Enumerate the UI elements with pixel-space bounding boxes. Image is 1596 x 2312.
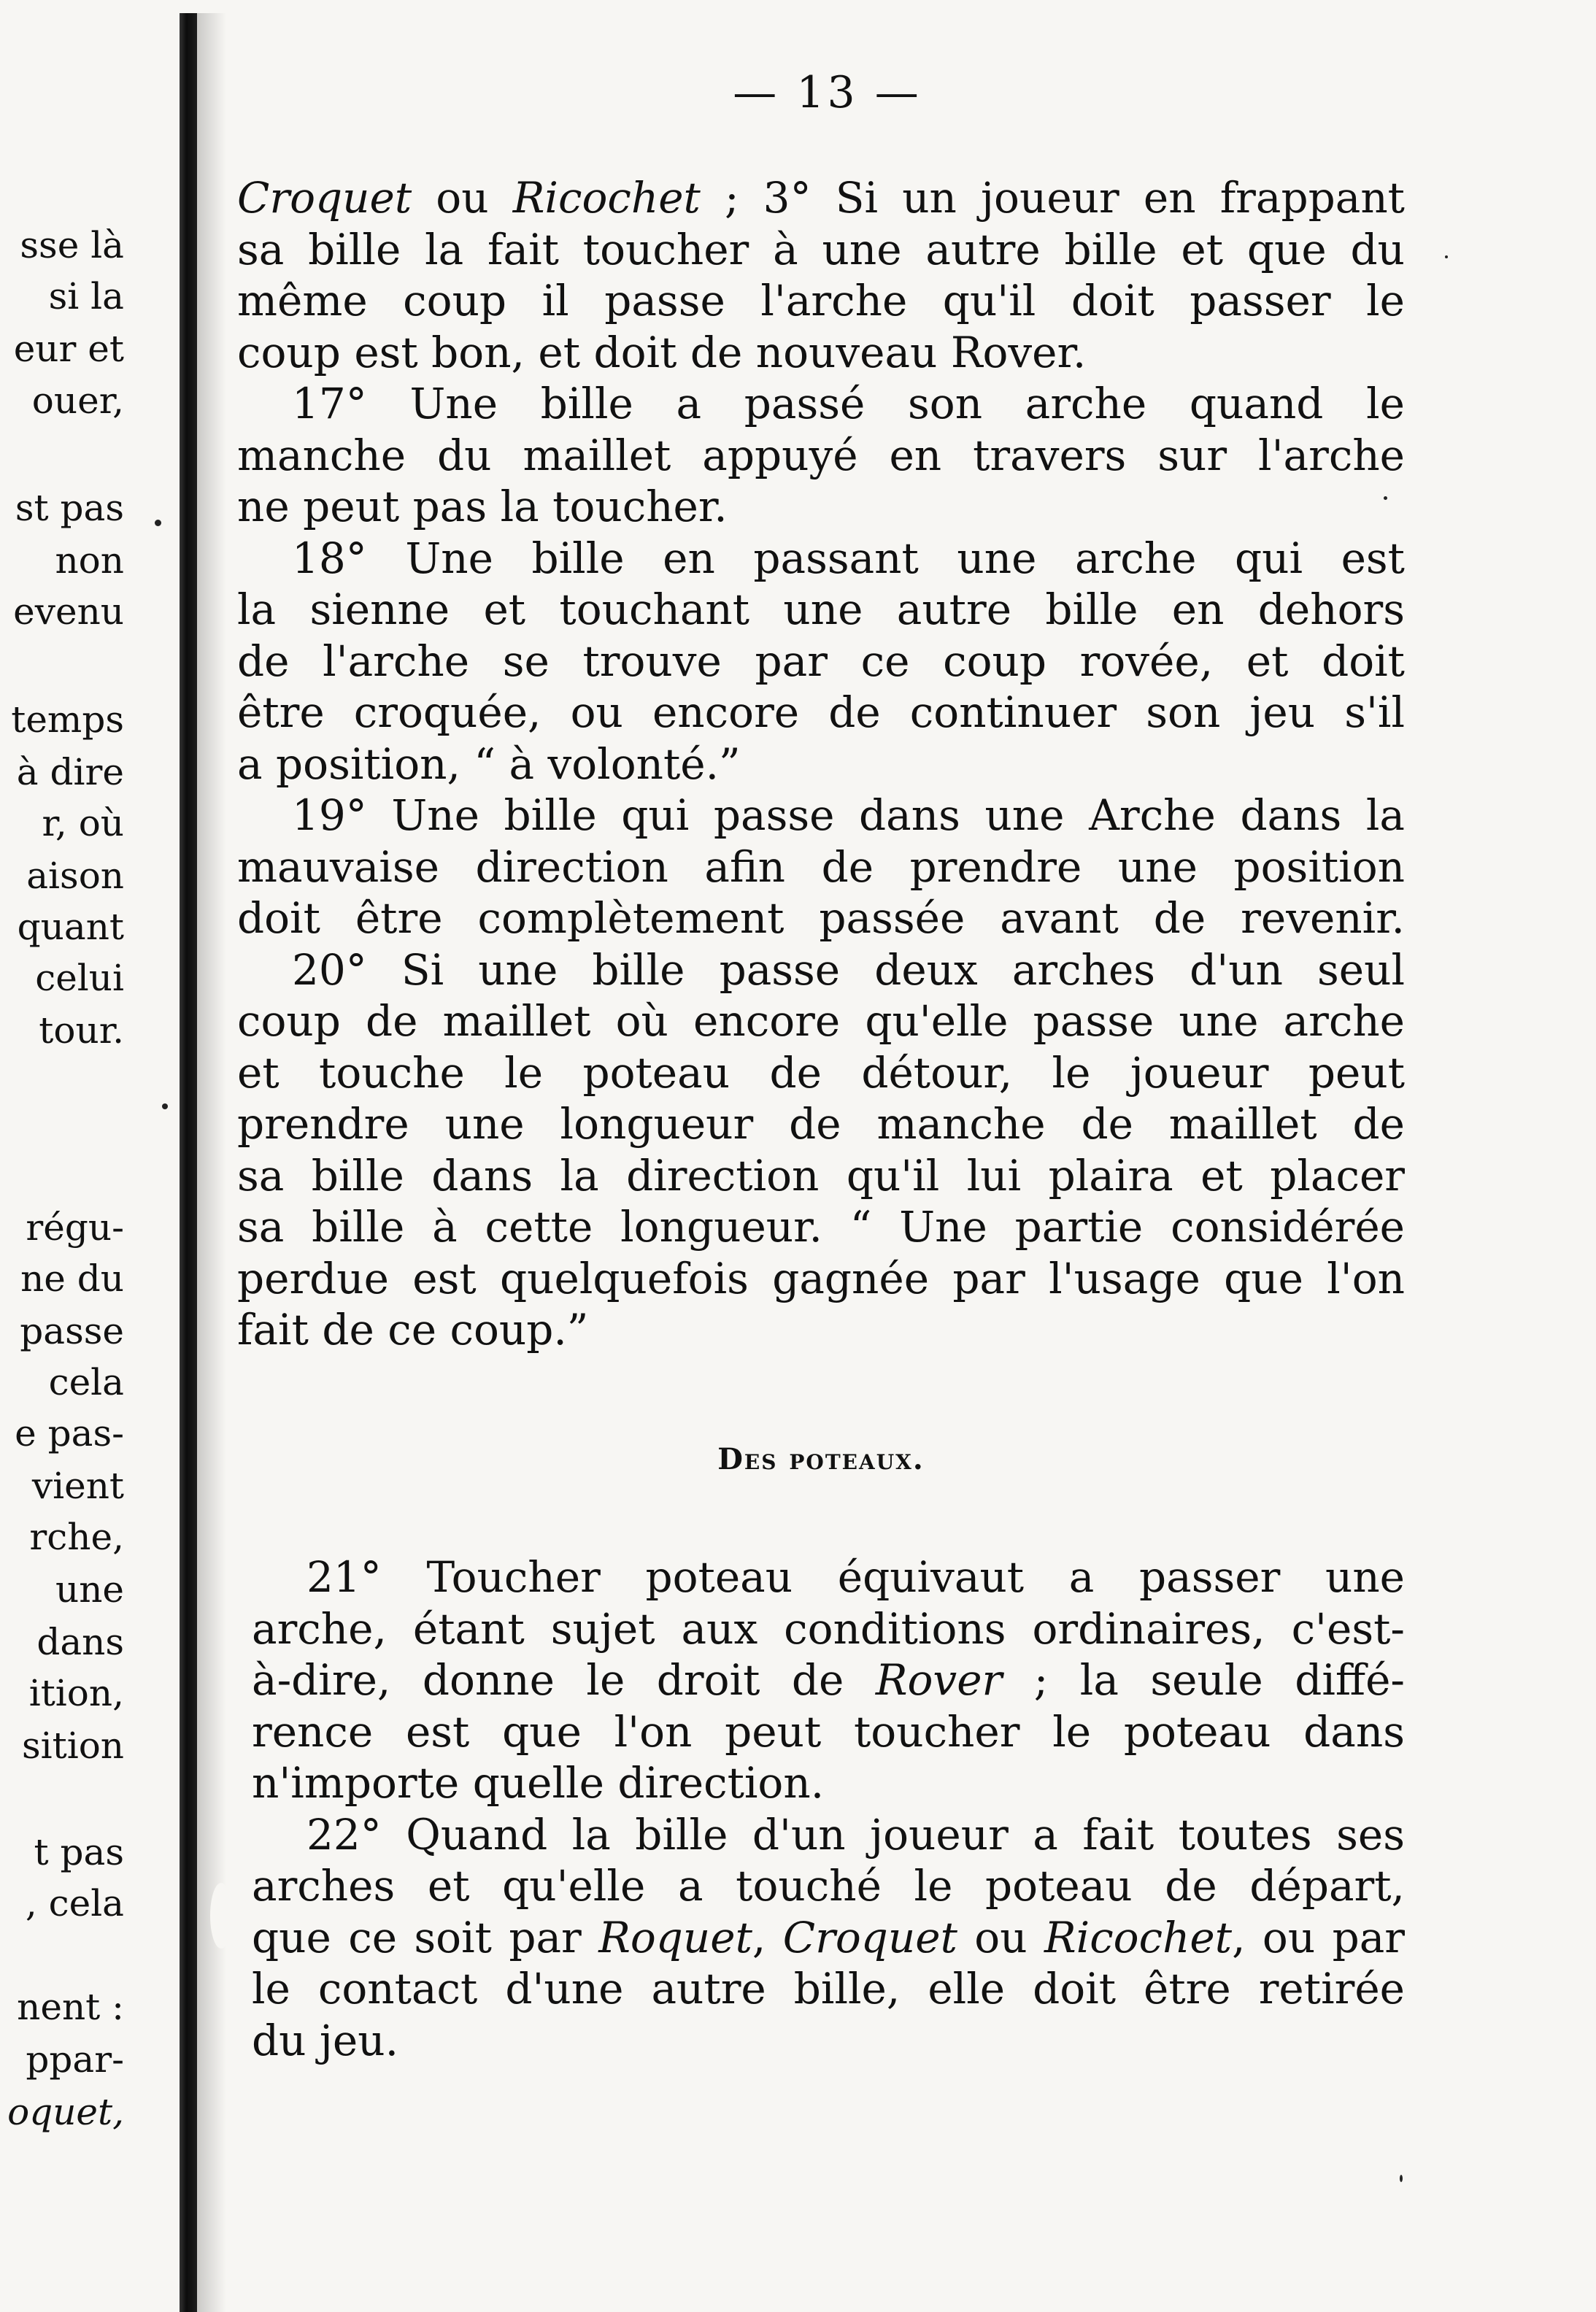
text-line	[292, 378, 1405, 429]
italic-term: Rover	[875, 1655, 1003, 1705]
previous-page-line: nent :	[17, 1986, 124, 2028]
text-line-section2	[307, 1552, 1405, 1603]
speck	[155, 520, 161, 526]
text-line	[237, 327, 1086, 378]
text-segment: manche du maillet appuyé en travers sur l'arche	[237, 430, 1405, 480]
italic-term: Croquet	[237, 173, 412, 223]
previous-page-line: e pas-	[15, 1412, 124, 1454]
previous-page-fragment	[0, 0, 175, 2312]
previous-page-line: t pas	[34, 1831, 124, 1873]
text-segment: sa bille à cette longueur. “ Une partie considérée	[237, 1202, 1405, 1252]
previous-page-line: , cela	[25, 1882, 124, 1924]
text-line	[237, 1098, 1405, 1149]
text-line	[237, 739, 741, 790]
text-line	[292, 533, 1405, 584]
text-segment: à-dire, donne le droit de	[252, 1655, 876, 1705]
text-segment: la sienne et touchant une autre bille en dehors	[237, 585, 1405, 634]
text-line-section2	[252, 1963, 1405, 2014]
text-segment: ne peut pas la toucher.	[237, 482, 728, 531]
previous-page-line: sse là	[20, 224, 124, 266]
text-line-section2	[252, 1654, 1405, 1706]
section-heading: Des poteaux.	[717, 1442, 925, 1476]
text-segment: mauvaise direction afin de prendre une position	[237, 841, 1405, 892]
text-line-section2	[252, 1603, 1405, 1654]
previous-page-line: aison	[26, 855, 124, 897]
text-segment: 20° Si une bille passe deux arches d'un seul	[292, 944, 1405, 995]
previous-page-line: evenu	[13, 590, 124, 633]
previous-page-line: non	[55, 539, 124, 582]
text-line-section2	[252, 2015, 398, 2066]
text-line	[237, 1047, 1405, 1098]
text-line	[237, 841, 1405, 893]
text-segment: que ce soit par	[252, 1912, 599, 1962]
page-number-text: — 13 —	[733, 67, 922, 118]
text-segment: ou	[412, 173, 513, 223]
text-line-section2	[252, 1706, 1405, 1757]
text-line	[237, 1253, 1405, 1304]
previous-page-line: une	[55, 1568, 124, 1611]
text-line	[237, 1150, 1405, 1201]
text-segment: le contact d'une autre bille, elle doit être retirée	[252, 1964, 1405, 2014]
text-segment: même coup il passe l'arche qu'il doit passer le	[237, 276, 1405, 325]
previous-page-line: sition	[21, 1725, 124, 1767]
previous-page-line: ition,	[28, 1672, 124, 1714]
previous-page-line: temps	[11, 698, 124, 741]
text-segment: 21° Toucher poteau équivaut a passer une	[307, 1552, 1405, 1602]
text-segment: doit être complètement passée avant de revenir.	[237, 893, 1405, 943]
speck	[1400, 2175, 1403, 2182]
previous-page-line: à dire	[16, 751, 124, 793]
text-line	[237, 430, 1405, 481]
text-line-section2	[252, 1757, 824, 1808]
text-line	[237, 893, 1405, 944]
page-number	[0, 67, 1596, 118]
text-segment: 18° Une bille en passant une arche qui est	[292, 533, 1405, 583]
previous-page-line: ne du	[20, 1257, 124, 1300]
text-segment: 22° Quand la bille d'un joueur a fait toutes ses	[307, 1809, 1405, 1860]
text-segment: arche, étant sujet aux conditions ordinaires, c'est-	[252, 1603, 1405, 1654]
text-line	[237, 687, 1405, 738]
text-segment: sa bille la fait toucher à une autre bille et que du	[237, 224, 1405, 274]
italic-term: Ricochet	[1044, 1912, 1233, 1962]
spine-shadow	[197, 13, 226, 2312]
previous-page-line: celui	[35, 957, 124, 999]
text-line	[237, 1201, 1405, 1252]
text-line-section2	[252, 1912, 1405, 1963]
text-line-section2	[307, 1809, 1405, 1860]
text-line	[237, 275, 1405, 326]
previous-page-line: ppar-	[26, 2038, 124, 2081]
text-line	[237, 995, 1405, 1047]
text-segment: ,	[752, 1912, 783, 1962]
text-segment: sa bille dans la direction qu'il lui plaira et placer	[237, 1150, 1405, 1201]
text-segment: et touche le poteau de détour, le joueur peut	[237, 1047, 1405, 1098]
text-segment: coup de maillet où encore qu'elle passe une arche	[237, 996, 1405, 1046]
speck	[162, 1103, 168, 1109]
previous-page-line: tour.	[39, 1009, 124, 1052]
italic-term: Roquet	[598, 1912, 752, 1962]
text-line	[237, 481, 728, 532]
text-segment: être croquée, ou encore de continuer son jeu s'il	[237, 687, 1405, 737]
previous-page-line: rche,	[29, 1516, 124, 1558]
previous-page-line: r, où	[42, 802, 124, 844]
text-segment: a position, “ à volonté.”	[237, 739, 741, 789]
previous-page-line: quant	[17, 906, 124, 948]
text-segment: coup est bon, et doit de nouveau Rover.	[237, 327, 1087, 377]
speck	[1445, 255, 1448, 258]
book-spine	[180, 13, 197, 2312]
previous-page-line: ouer,	[31, 379, 124, 422]
text-line	[237, 584, 1405, 635]
text-segment: n'importe quelle direction.	[252, 1758, 825, 1808]
text-segment: 19° Une bille qui passe dans une Arche dans la	[292, 790, 1405, 840]
previous-page-line: passe	[20, 1310, 124, 1352]
text-segment: prendre une longueur de manche de maillet de	[237, 1099, 1405, 1149]
previous-page-line: oquet,	[7, 2091, 124, 2133]
previous-page-line: eur et	[13, 328, 124, 370]
text-segment: arches et qu'elle a touché le poteau de départ,	[252, 1861, 1405, 1911]
text-line	[237, 172, 1405, 223]
spine-nick	[210, 1883, 232, 1949]
speck	[1384, 496, 1387, 500]
previous-page-line: vient	[31, 1465, 124, 1507]
text-line	[292, 944, 1405, 995]
previous-page-line: dans	[36, 1621, 124, 1663]
text-segment: rence est que l'on peut toucher le poteau dans	[252, 1706, 1405, 1757]
text-line	[237, 224, 1405, 275]
text-line	[237, 1304, 588, 1355]
text-line	[237, 636, 1405, 687]
previous-page-line: cela	[48, 1361, 124, 1403]
italic-term: Croquet	[782, 1912, 957, 1962]
text-segment: de l'arche se trouve par ce coup rovée, et doit	[237, 636, 1405, 686]
italic-term: Ricochet	[512, 173, 701, 223]
text-line-section2	[252, 1860, 1405, 1911]
text-segment: ; la seule diffé-	[1002, 1655, 1406, 1705]
previous-page-line: st pas	[15, 487, 124, 529]
text-segment: fait de ce coup.”	[237, 1305, 589, 1355]
text-segment: ou	[957, 1912, 1044, 1962]
text-segment: ; 3° Si un joueur en frappant	[700, 173, 1405, 223]
text-segment: , ou par	[1232, 1912, 1406, 1962]
text-segment: perdue est quelquefois gagnée par l'usage que l'on	[237, 1253, 1405, 1303]
text-line	[292, 790, 1405, 841]
text-segment: du jeu.	[252, 2015, 399, 2065]
previous-page-line: si la	[48, 275, 124, 317]
text-segment: 17° Une bille a passé son arche quand le	[292, 379, 1405, 428]
previous-page-line: régu-	[26, 1206, 124, 1249]
